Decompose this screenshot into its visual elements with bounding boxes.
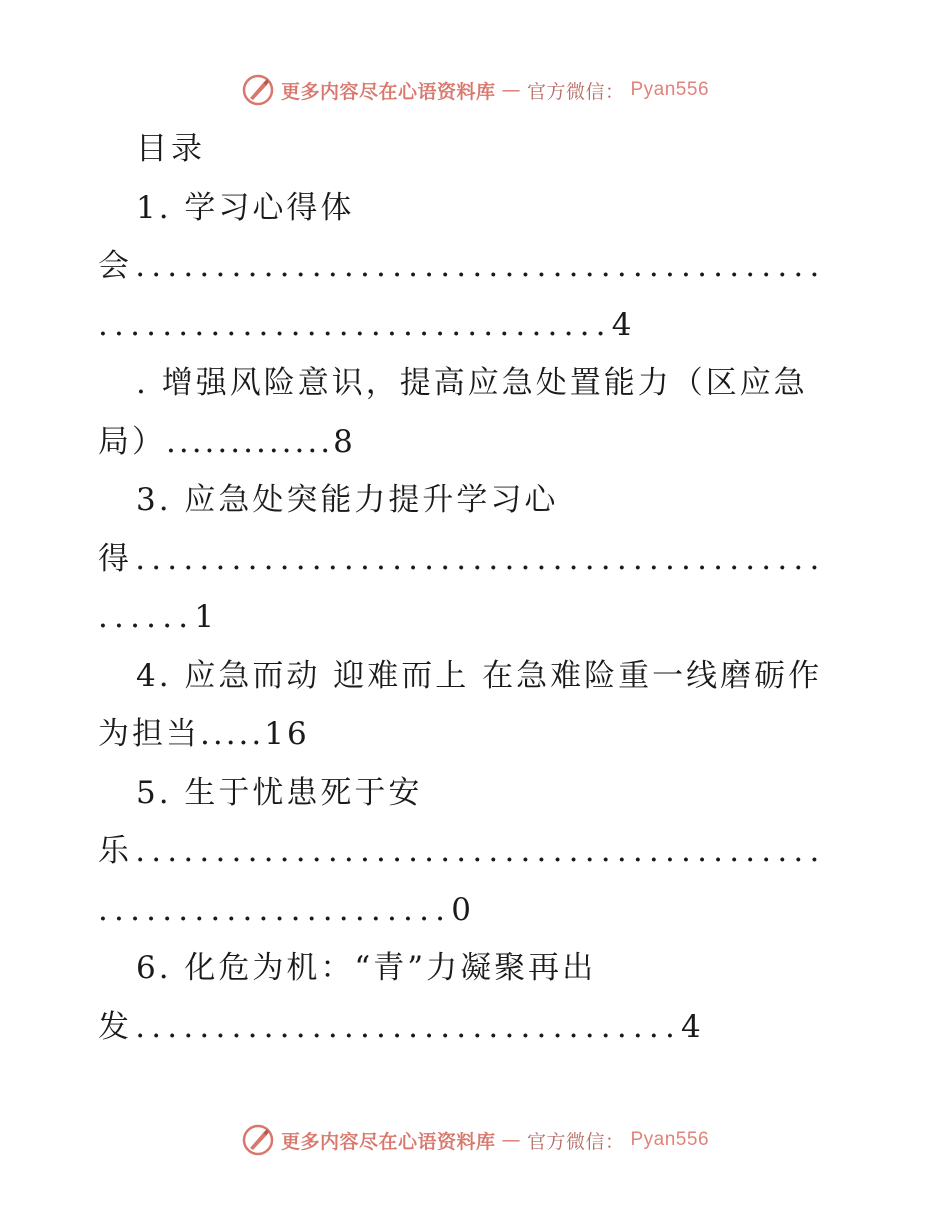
- footer-banner: [0, 1120, 950, 1160]
- header-separator: —: [501, 79, 521, 101]
- toc-line: 3. 应急处突能力提升学习心: [136, 482, 559, 518]
- toc-title: 目录: [136, 131, 206, 167]
- footer-wechat-label: 官方微信：: [526, 1130, 625, 1153]
- toc-line: 4. 应急而动 迎难而上 在急难险重一线磨砺作: [136, 657, 823, 694]
- header-brand-text: 更多内容尽在心语资料库: [280, 80, 496, 103]
- toc-line: 得...........................................: [98, 540, 826, 577]
- footer-separator: —: [501, 1129, 521, 1151]
- toc-line: 发..................................4: [98, 1008, 707, 1045]
- header-banner: [0, 70, 950, 110]
- table-of-contents: [98, 120, 850, 1056]
- pen-logo-icon: [241, 73, 275, 107]
- toc-line: 6. 化危为机：“青”力凝聚再出: [136, 950, 597, 986]
- toc-line: 1. 学习心得体: [136, 189, 355, 226]
- footer-brand-text: 更多内容尽在心语资料库: [280, 1130, 496, 1153]
- toc-line: 局）.............8: [98, 423, 356, 460]
- toc-line: ......1: [98, 599, 221, 635]
- toc-line: 乐...........................................: [98, 833, 826, 869]
- toc-line: . 增强风险意识，提高应急处置能力（区应急: [136, 365, 808, 401]
- toc-line: ................................4: [98, 306, 638, 343]
- toc-line: 为担当.....16: [98, 716, 310, 752]
- pen-logo-icon: [241, 1123, 275, 1157]
- toc-line: 5. 生于忧患死于安: [136, 774, 423, 811]
- toc-line: ......................0: [98, 891, 478, 928]
- header-wechat-label: 官方微信：: [526, 80, 625, 103]
- header-wechat-id: Pyan556: [630, 79, 710, 100]
- toc-line: 会...........................................: [98, 248, 826, 284]
- footer-wechat-id: Pyan556: [630, 1129, 710, 1150]
